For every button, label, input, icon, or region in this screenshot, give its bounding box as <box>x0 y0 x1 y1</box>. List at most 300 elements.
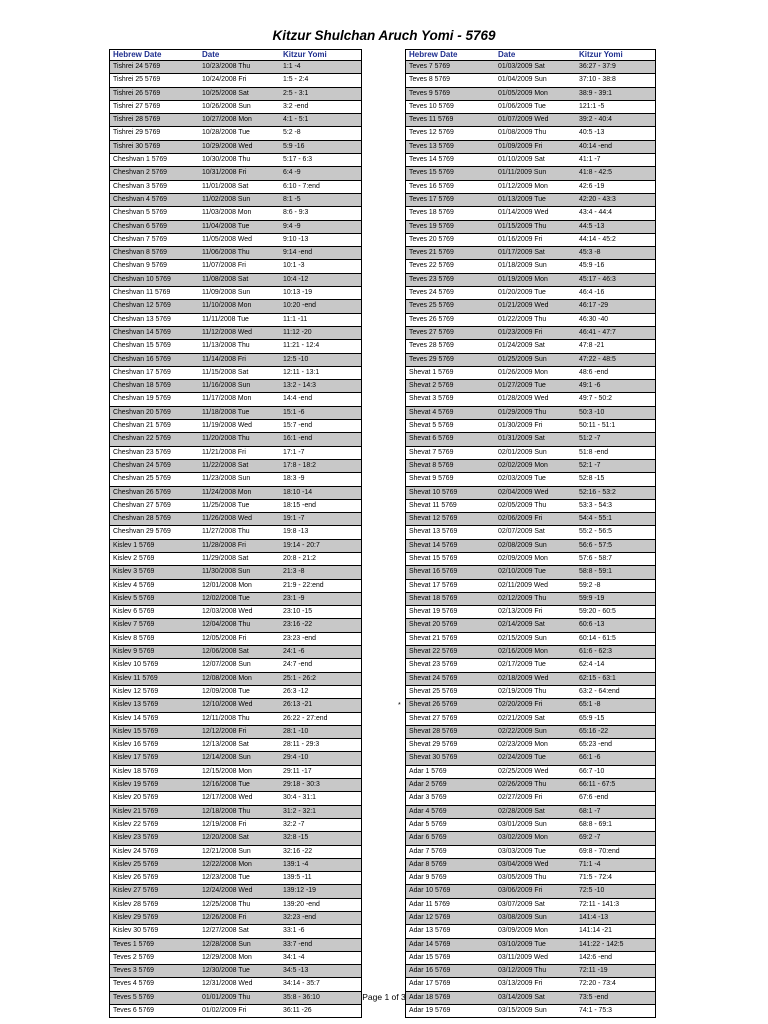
kitzur-yomi-cell: 69:8 - 70:end <box>579 847 620 855</box>
table-row <box>110 606 361 619</box>
table-row <box>406 260 655 273</box>
date-cell: 02/25/2009 Wed <box>498 767 549 775</box>
hebrew-date-cell: Tishrei 26 5769 <box>113 89 161 97</box>
hebrew-date-cell: Shevat 30 5769 <box>409 754 458 762</box>
table-row <box>110 593 361 606</box>
date-cell: 12/10/2008 Wed <box>202 701 253 709</box>
table-row <box>110 167 361 180</box>
hebrew-date-cell: Cheshvan 27 5769 <box>113 501 171 509</box>
hebrew-date-cell: Kislev 29 5769 <box>113 914 159 921</box>
date-cell: 11/22/2008 Sat <box>202 461 249 469</box>
hebrew-date-cell: Kislev 16 5769 <box>113 741 159 749</box>
table-row <box>110 287 361 300</box>
kitzur-yomi-cell: 17:1 -7 <box>283 448 305 456</box>
date-cell: 11/18/2008 Tue <box>202 408 250 416</box>
date-cell: 12/22/2008 Mon <box>202 860 252 868</box>
kitzur-yomi-cell: 47:22 - 48:5 <box>579 355 616 363</box>
table-row <box>110 513 361 526</box>
hebrew-date-cell: Teves 17 5769 <box>409 195 454 203</box>
kitzur-yomi-cell: 34:5 -13 <box>283 967 309 975</box>
table-row <box>110 447 361 460</box>
hebrew-date-cell: Adar 12 5769 <box>409 914 451 921</box>
hebrew-date-cell: Shevat 1 5769 <box>409 368 454 376</box>
date-cell: 02/28/2009 Sat <box>498 807 545 815</box>
hebrew-date-cell: Tishrei 28 5769 <box>113 116 161 124</box>
table-row <box>406 885 655 898</box>
table-row <box>406 713 655 726</box>
table-row <box>406 300 655 313</box>
kitzur-yomi-cell: 6:10 - 7:end <box>283 182 320 190</box>
date-cell: 01/08/2009 Thu <box>498 129 547 137</box>
header-hebrew-date: Hebrew Date <box>113 50 162 59</box>
table-row <box>110 633 361 646</box>
hebrew-date-cell: Kislev 11 5769 <box>113 674 158 682</box>
hebrew-date-cell: Kislev 18 5769 <box>113 767 159 775</box>
date-cell: 10/31/2008 Fri <box>202 169 247 177</box>
date-cell: 01/07/2009 Wed <box>498 116 549 124</box>
hebrew-date-cell: Adar 3 5769 <box>409 794 447 802</box>
date-cell: 02/22/2009 Sun <box>498 727 547 735</box>
table-row <box>406 792 655 805</box>
hebrew-date-cell: Cheshvan 18 5769 <box>113 382 171 390</box>
table-row <box>110 61 361 74</box>
table-row <box>406 513 655 526</box>
date-cell: 11/30/2008 Sun <box>202 568 251 576</box>
table-row <box>110 207 361 220</box>
hebrew-date-cell: Cheshvan 28 5769 <box>113 515 171 523</box>
hebrew-date-cell: Teves 28 5769 <box>409 342 454 350</box>
kitzur-yomi-cell: 56:6 - 57:5 <box>579 541 612 549</box>
hebrew-date-cell: Teves 21 5769 <box>409 249 454 257</box>
date-cell: 03/12/2009 Thu <box>498 967 547 975</box>
kitzur-yomi-cell: 139:5 -11 <box>283 874 312 882</box>
kitzur-yomi-cell: 50:11 - 51:1 <box>579 422 616 430</box>
kitzur-yomi-cell: 32:23 -end <box>283 914 316 921</box>
table-row <box>406 699 655 712</box>
hebrew-date-cell: Teves 3 5769 <box>113 967 154 975</box>
date-cell: 01/24/2009 Sat <box>498 342 545 350</box>
kitzur-yomi-cell: 60:6 -13 <box>579 621 605 629</box>
table-row <box>406 473 655 486</box>
hebrew-date-cell: Teves 29 5769 <box>409 355 454 363</box>
hebrew-date-cell: Teves 2 5769 <box>113 953 154 961</box>
date-cell: 02/18/2009 Wed <box>498 674 549 682</box>
table-row <box>110 194 361 207</box>
table-row <box>406 167 655 180</box>
table-row <box>406 606 655 619</box>
date-cell: 01/03/2009 Sat <box>498 63 545 70</box>
hebrew-date-cell: Teves 5 5769 <box>113 993 154 1001</box>
header-kitzur-yomi: Kitzur Yomi <box>283 50 327 59</box>
table-row <box>406 659 655 672</box>
hebrew-date-cell: Kislev 9 5769 <box>113 648 155 656</box>
hebrew-date-cell: Teves 15 5769 <box>409 169 454 177</box>
table-row <box>110 939 361 952</box>
date-cell: 02/17/2009 Tue <box>498 661 546 669</box>
kitzur-yomi-cell: 8:1 -5 <box>283 195 301 203</box>
table-row <box>406 593 655 606</box>
table-row <box>406 354 655 367</box>
kitzur-yomi-cell: 66:11 - 67:5 <box>579 781 616 789</box>
date-cell: 10/26/2008 Sun <box>202 102 251 110</box>
kitzur-yomi-cell: 59:20 - 60:5 <box>579 608 616 616</box>
hebrew-date-cell: Tishrei 24 5769 <box>113 63 161 70</box>
table-row <box>110 314 361 327</box>
table-row <box>110 247 361 260</box>
date-cell: 01/15/2009 Thu <box>498 222 547 230</box>
date-cell: 11/19/2008 Wed <box>202 422 252 430</box>
kitzur-yomi-cell: 4:1 - 5:1 <box>283 116 309 124</box>
hebrew-date-cell: Shevat 21 5769 <box>409 634 458 642</box>
date-cell: 01/21/2009 Wed <box>498 302 549 310</box>
kitzur-yomi-cell: 58:8 - 59:1 <box>579 568 612 576</box>
date-cell: 01/05/2009 Mon <box>498 89 548 97</box>
date-cell: 03/10/2009 Tue <box>498 940 546 948</box>
kitzur-yomi-cell: 33:1 -6 <box>283 927 305 935</box>
kitzur-yomi-cell: 3:2 -end <box>283 102 309 110</box>
hebrew-date-cell: Kislev 27 5769 <box>113 887 159 895</box>
kitzur-yomi-cell: 42:20 - 43:3 <box>579 195 616 203</box>
kitzur-yomi-cell: 13:2 - 14:3 <box>283 382 316 390</box>
date-cell: 03/06/2009 Fri <box>498 887 543 895</box>
table-row <box>110 154 361 167</box>
table-row <box>406 314 655 327</box>
hebrew-date-cell: Cheshvan 25 5769 <box>113 475 171 483</box>
date-cell: 03/04/2009 Wed <box>498 860 549 868</box>
table-row <box>110 713 361 726</box>
hebrew-date-cell: Kislev 21 5769 <box>113 807 159 815</box>
table-row <box>110 88 361 101</box>
hebrew-date-cell: Adar 7 5769 <box>409 847 447 855</box>
hebrew-date-cell: Adar 2 5769 <box>409 781 447 789</box>
table-row <box>110 354 361 367</box>
table-row <box>110 846 361 859</box>
hebrew-date-cell: Shevat 10 5769 <box>409 488 458 496</box>
hebrew-date-cell: Shevat 26 5769 <box>409 701 458 709</box>
table-row <box>110 274 361 287</box>
kitzur-yomi-cell: 66:7 -10 <box>579 767 605 775</box>
date-cell: 11/27/2008 Thu <box>202 528 250 536</box>
table-row <box>110 367 361 380</box>
kitzur-yomi-cell: 46:17 -29 <box>579 302 609 310</box>
date-cell: 11/28/2008 Fri <box>202 541 246 549</box>
hebrew-date-cell: Adar 14 5769 <box>409 940 451 948</box>
date-cell: 01/25/2009 Sun <box>498 355 547 363</box>
table-row <box>406 287 655 300</box>
kitzur-yomi-cell: 28:1 -10 <box>283 727 309 735</box>
hebrew-date-cell: Cheshvan 6 5769 <box>113 222 168 230</box>
table-row <box>110 872 361 885</box>
date-cell: 11/13/2008 Thu <box>202 342 250 350</box>
kitzur-yomi-cell: 9:4 -9 <box>283 222 301 230</box>
date-cell: 11/10/2008 Mon <box>202 302 252 310</box>
table-row <box>110 752 361 765</box>
kitzur-yomi-cell: 16:1 -end <box>283 435 313 443</box>
date-cell: 12/31/2008 Wed <box>202 980 253 988</box>
hebrew-date-cell: Cheshvan 8 5769 <box>113 249 168 257</box>
date-cell: 03/02/2009 Mon <box>498 834 548 842</box>
date-cell: 11/14/2008 Fri <box>202 355 246 363</box>
kitzur-yomi-cell: 19:14 - 20:7 <box>283 541 320 549</box>
date-cell: 12/20/2008 Sat <box>202 834 249 842</box>
table-row <box>406 912 655 925</box>
kitzur-yomi-cell: 65:1 -8 <box>579 701 601 709</box>
kitzur-yomi-cell: 40:14 -end <box>579 142 612 150</box>
date-cell: 01/11/2009 Sun <box>498 169 547 177</box>
hebrew-date-cell: Shevat 28 5769 <box>409 727 458 735</box>
date-cell: 02/06/2009 Fri <box>498 515 543 523</box>
hebrew-date-cell: Kislev 15 5769 <box>113 727 159 735</box>
date-cell: 11/04/2008 Tue <box>202 222 250 230</box>
date-cell: 01/29/2009 Thu <box>498 408 547 416</box>
table-row <box>406 766 655 779</box>
table-row <box>406 407 655 420</box>
kitzur-yomi-cell: 57:6 - 58:7 <box>579 554 612 562</box>
hebrew-date-cell: Teves 24 5769 <box>409 289 454 297</box>
hebrew-date-cell: Adar 17 5769 <box>409 980 451 988</box>
kitzur-yomi-cell: 18:15 -end <box>283 501 316 509</box>
date-cell: 02/13/2009 Fri <box>498 608 543 616</box>
hebrew-date-cell: Kislev 14 5769 <box>113 714 159 722</box>
table-row <box>110 779 361 792</box>
table-row <box>110 487 361 500</box>
date-cell: 11/06/2008 Thu <box>202 249 250 257</box>
table-row <box>110 260 361 273</box>
hebrew-date-cell: Adar 18 5769 <box>409 993 451 1001</box>
kitzur-yomi-cell: 12:5 -10 <box>283 355 309 363</box>
date-cell: 02/24/2009 Tue <box>498 754 546 762</box>
table-row <box>406 872 655 885</box>
date-cell: 02/01/2009 Sun <box>498 448 547 456</box>
kitzur-yomi-cell: 72:20 - 73:4 <box>579 980 616 988</box>
date-cell: 12/06/2008 Sat <box>202 648 249 656</box>
kitzur-yomi-cell: 142:6 -end <box>579 953 612 961</box>
date-cell: 02/11/2009 Wed <box>498 581 548 589</box>
date-cell: 02/02/2009 Mon <box>498 461 548 469</box>
hebrew-date-cell: Cheshvan 7 5769 <box>113 235 168 243</box>
table-row <box>110 619 361 632</box>
kitzur-yomi-cell: 32:2 -7 <box>283 820 305 828</box>
date-cell: 03/14/2009 Sat <box>498 993 545 1001</box>
date-cell: 01/26/2009 Mon <box>498 368 548 376</box>
table-row <box>110 899 361 912</box>
table-row <box>110 393 361 406</box>
table-row <box>406 779 655 792</box>
date-cell: 01/01/2009 Thu <box>202 993 251 1001</box>
hebrew-date-cell: Cheshvan 14 5769 <box>113 328 171 336</box>
table-row <box>406 739 655 752</box>
table-row <box>406 726 655 739</box>
hebrew-date-cell: Shevat 13 5769 <box>409 528 458 536</box>
header-kitzur-yomi: Kitzur Yomi <box>579 50 623 59</box>
hebrew-date-cell: Kislev 5 5769 <box>113 594 155 602</box>
hebrew-date-cell: Teves 26 5769 <box>409 315 454 323</box>
hebrew-date-cell: Cheshvan 21 5769 <box>113 422 171 430</box>
hebrew-date-cell: Adar 4 5769 <box>409 807 447 815</box>
hebrew-date-cell: Tishrei 25 5769 <box>113 76 161 84</box>
date-cell: 12/18/2008 Thu <box>202 807 251 815</box>
kitzur-yomi-cell: 141:22 - 142:5 <box>579 940 624 948</box>
kitzur-yomi-cell: 52:1 -7 <box>579 461 601 469</box>
kitzur-yomi-cell: 28:11 - 29:3 <box>283 741 320 749</box>
table-row <box>406 393 655 406</box>
date-cell: 10/23/2008 Thu <box>202 63 251 70</box>
kitzur-yomi-cell: 26:3 -12 <box>283 687 309 695</box>
date-cell: 01/02/2009 Fri <box>202 1007 247 1015</box>
date-cell: 10/24/2008 Fri <box>202 76 247 84</box>
date-cell: 11/21/2008 Fri <box>202 448 246 456</box>
date-cell: 11/05/2008 Wed <box>202 235 252 243</box>
kitzur-yomi-cell: 49:1 -6 <box>579 382 601 390</box>
kitzur-yomi-cell: 32:16 -22 <box>283 847 313 855</box>
table-row <box>110 114 361 127</box>
kitzur-yomi-cell: 54:4 - 55:1 <box>579 515 612 523</box>
kitzur-yomi-cell: 59:2 -8 <box>579 581 601 589</box>
date-cell: 12/04/2008 Thu <box>202 621 251 629</box>
table-row <box>406 1005 655 1017</box>
table-row <box>406 500 655 513</box>
hebrew-date-cell: Shevat 20 5769 <box>409 621 458 629</box>
kitzur-yomi-cell: 23:10 -15 <box>283 608 313 616</box>
date-cell: 02/04/2009 Wed <box>498 488 549 496</box>
kitzur-yomi-cell: 10:1 -3 <box>283 262 305 270</box>
table-row <box>406 832 655 845</box>
table-row <box>110 433 361 446</box>
kitzur-yomi-cell: 40:5 -13 <box>579 129 605 137</box>
hebrew-date-cell: Teves 16 5769 <box>409 182 454 190</box>
table-row <box>110 885 361 898</box>
date-cell: 02/27/2009 Fri <box>498 794 543 802</box>
date-cell: 11/03/2008 Mon <box>202 209 252 217</box>
hebrew-date-cell: Cheshvan 20 5769 <box>113 408 171 416</box>
hebrew-date-cell: Cheshvan 26 5769 <box>113 488 171 496</box>
date-cell: 01/18/2009 Sun <box>498 262 547 270</box>
hebrew-date-cell: Kislev 20 5769 <box>113 794 159 802</box>
table-row <box>110 978 361 991</box>
kitzur-yomi-cell: 68:8 - 69:1 <box>579 820 612 828</box>
hebrew-date-cell: Adar 16 5769 <box>409 967 451 975</box>
hebrew-date-cell: Shevat 8 5769 <box>409 461 454 469</box>
hebrew-date-cell: Shevat 3 5769 <box>409 395 454 403</box>
date-cell: 01/13/2009 Tue <box>498 195 546 203</box>
table-row <box>406 752 655 765</box>
kitzur-yomi-cell: 31:2 - 32:1 <box>283 807 316 815</box>
kitzur-yomi-cell: 11:21 - 12:4 <box>283 342 320 350</box>
kitzur-yomi-cell: 51:8 -end <box>579 448 609 456</box>
table-row <box>406 207 655 220</box>
date-cell: 01/23/2009 Fri <box>498 328 543 336</box>
hebrew-date-cell: Cheshvan 17 5769 <box>113 368 171 376</box>
kitzur-yomi-cell: 18:10 -14 <box>283 488 313 496</box>
kitzur-yomi-cell: 24:7 -end <box>283 661 313 669</box>
hebrew-date-cell: Adar 10 5769 <box>409 887 451 895</box>
date-cell: 01/31/2009 Sat <box>498 435 545 443</box>
kitzur-yomi-cell: 30:4 - 31:1 <box>283 794 316 802</box>
hebrew-date-cell: Cheshvan 16 5769 <box>113 355 171 363</box>
hebrew-date-cell: Tishrei 29 5769 <box>113 129 161 137</box>
kitzur-yomi-cell: 44:5 -13 <box>579 222 605 230</box>
table-row <box>406 234 655 247</box>
kitzur-yomi-cell: 46:4 -16 <box>579 289 605 297</box>
kitzur-yomi-cell: 139:12 -19 <box>283 887 316 895</box>
table-row <box>110 819 361 832</box>
table-row <box>406 566 655 579</box>
table-row <box>110 766 361 779</box>
hebrew-date-cell: Teves 10 5769 <box>409 102 454 110</box>
table-row <box>110 300 361 313</box>
kitzur-yomi-cell: 32:8 -15 <box>283 834 309 842</box>
hebrew-date-cell: Cheshvan 23 5769 <box>113 448 171 456</box>
table-row <box>110 580 361 593</box>
table-row <box>110 699 361 712</box>
hebrew-date-cell: Kislev 24 5769 <box>113 847 159 855</box>
date-cell: 03/15/2009 Sun <box>498 1007 547 1015</box>
table-row <box>110 912 361 925</box>
date-cell: 01/19/2009 Mon <box>498 275 548 283</box>
kitzur-yomi-cell: 17:8 - 18:2 <box>283 461 316 469</box>
hebrew-date-cell: Adar 6 5769 <box>409 834 447 842</box>
hebrew-date-cell: Shevat 24 5769 <box>409 674 458 682</box>
date-cell: 11/26/2008 Wed <box>202 515 252 523</box>
kitzur-yomi-cell: 29:18 - 30:3 <box>283 781 320 789</box>
date-cell: 02/05/2009 Thu <box>498 501 547 509</box>
hebrew-date-cell: Cheshvan 10 5769 <box>113 275 171 283</box>
table-row <box>110 673 361 686</box>
hebrew-date-cell: Kislev 4 5769 <box>113 581 155 589</box>
hebrew-date-cell: Kislev 2 5769 <box>113 554 155 562</box>
date-cell: 03/09/2009 Mon <box>498 927 548 935</box>
date-cell: 12/21/2008 Sun <box>202 847 251 855</box>
table-row <box>406 646 655 659</box>
table-row <box>110 500 361 513</box>
date-cell: 01/10/2009 Sat <box>498 156 545 164</box>
date-cell: 12/12/2008 Fri <box>202 727 247 735</box>
hebrew-date-cell: Cheshvan 29 5769 <box>113 528 171 536</box>
date-cell: 12/15/2008 Mon <box>202 767 252 775</box>
hebrew-date-cell: Teves 13 5769 <box>409 142 454 150</box>
table-row <box>110 420 361 433</box>
hebrew-date-cell: Teves 18 5769 <box>409 209 454 217</box>
kitzur-yomi-cell: 48:6 -end <box>579 368 609 376</box>
hebrew-date-cell: Kislev 19 5769 <box>113 781 159 789</box>
hebrew-date-cell: Cheshvan 12 5769 <box>113 302 171 310</box>
date-cell: 02/15/2009 Sun <box>498 634 547 642</box>
table-row <box>110 832 361 845</box>
date-cell: 02/07/2009 Sat <box>498 528 545 536</box>
schedule-table-left <box>109 49 362 1018</box>
kitzur-yomi-cell: 5:9 -16 <box>283 142 305 150</box>
hebrew-date-cell: Kislev 30 5769 <box>113 927 159 935</box>
kitzur-yomi-cell: 36:27 - 37:9 <box>579 63 616 70</box>
hebrew-date-cell: Teves 1 5769 <box>113 940 154 948</box>
kitzur-yomi-cell: 72:11 - 141:3 <box>579 900 620 908</box>
hebrew-date-cell: Cheshvan 22 5769 <box>113 435 171 443</box>
hebrew-date-cell: Tishrei 27 5769 <box>113 102 161 110</box>
table-row <box>406 633 655 646</box>
kitzur-yomi-cell: 61:6 - 62:3 <box>579 648 612 656</box>
date-cell: 11/12/2008 Wed <box>202 328 252 336</box>
hebrew-date-cell: Shevat 19 5769 <box>409 608 458 616</box>
table-row <box>110 859 361 872</box>
hebrew-date-cell: Teves 12 5769 <box>409 129 454 137</box>
kitzur-yomi-cell: 15:1 -6 <box>283 408 305 416</box>
date-cell: 12/29/2008 Mon <box>202 953 252 961</box>
hebrew-date-cell: Kislev 13 5769 <box>113 701 159 709</box>
date-cell: 12/08/2008 Mon <box>202 674 252 682</box>
date-cell: 11/11/2008 Tue <box>202 315 249 323</box>
kitzur-yomi-cell: 46:30 -40 <box>579 315 609 323</box>
table-row <box>110 526 361 539</box>
